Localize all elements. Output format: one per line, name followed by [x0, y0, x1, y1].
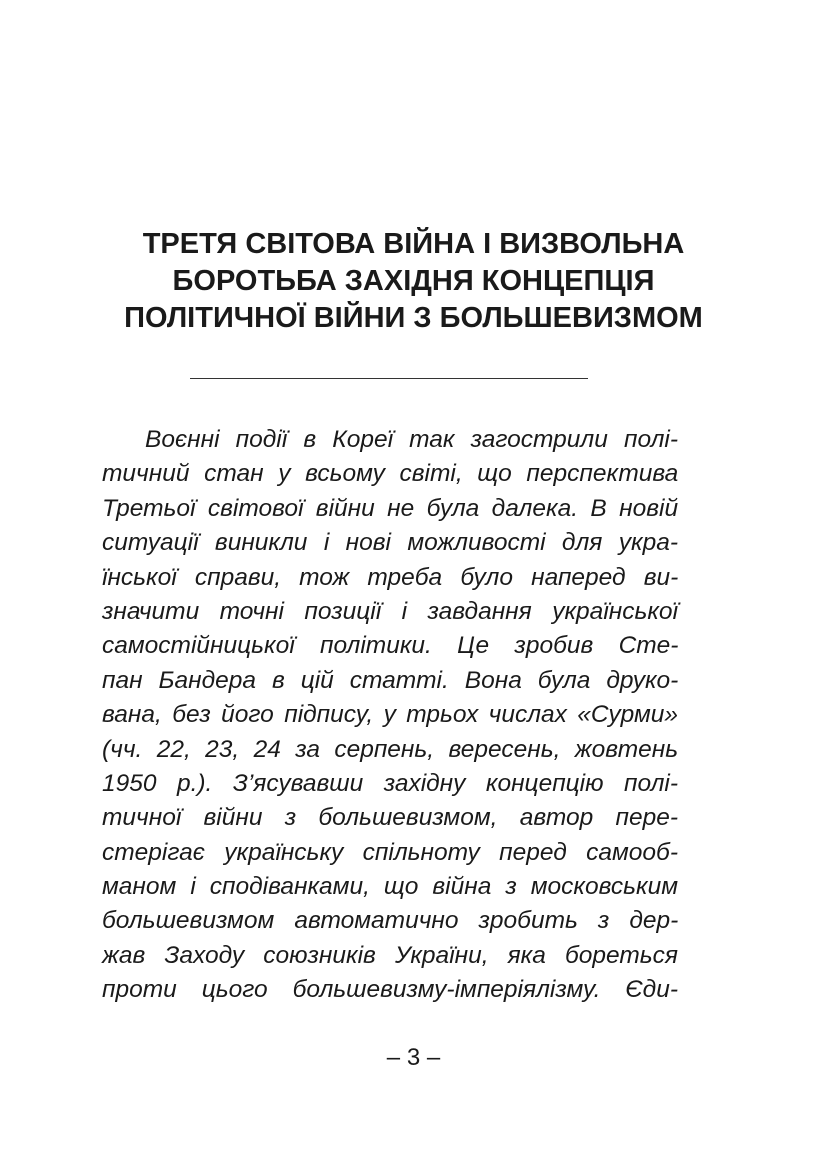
paragraph-line: самостійницької політики. Це зробив Сте-	[102, 632, 679, 660]
paragraph-line: ситуації виникли і нові можливості для укра-	[102, 529, 678, 557]
paragraph-line: 1950 р.). З’ясувавши західну концепцію полі-	[102, 769, 678, 797]
page-number: – 3 –	[386, 1044, 441, 1071]
paragraph-line: значити точні позиції і завдання української	[102, 597, 678, 625]
paragraph-line: маном і сподіванками, що війна з московським	[102, 873, 678, 901]
paragraph-line: (чч. 22, 23, 24 за серпень, вересень, жовтень	[102, 735, 679, 763]
title-divider	[190, 378, 588, 379]
paragraph-line: Воєнні події в Кореї так загострили полі-	[145, 426, 678, 453]
paragraph-line: Третьої світової війни не була далека. В новій	[102, 494, 679, 522]
paragraph-line: тичний стан у всьому світі, що перспектива	[102, 460, 679, 488]
paragraph-line: большевизмом автоматично зробить з дер-	[102, 907, 679, 935]
paragraph-line: пан Бандера в цій статті. Вона була друко-	[102, 666, 679, 694]
intro-paragraph	[102, 423, 678, 1008]
paragraph-line: стерігає українську спільноту перед самооб-	[102, 838, 678, 866]
paragraph-line: проти цього большевизму-імперіялізму. Єди-	[102, 976, 678, 1004]
chapter-title	[90, 226, 737, 337]
chapter-title-line-2: БОРОТЬБА ЗАХІДНЯ КОНЦЕПЦІЯ	[172, 265, 655, 297]
paragraph-line: жав Заходу союзників України, яка бореться	[102, 941, 678, 969]
chapter-title-line-1: ТРЕТЯ СВІТОВА ВІЙНА І ВИЗВОЛЬНА	[142, 228, 685, 260]
paragraph-line: вана, без його підпису, у трьох числах «Сурми»	[102, 701, 678, 729]
chapter-title-line-3: ПОЛІТИЧНОЇ ВІЙНИ З БОЛЬШЕВИЗМОМ	[124, 302, 703, 334]
paragraph-line: їнської справи, тож треба було наперед ви-	[102, 563, 679, 591]
paragraph-line: тичної війни з большевизмом, автор пере-	[102, 804, 678, 832]
